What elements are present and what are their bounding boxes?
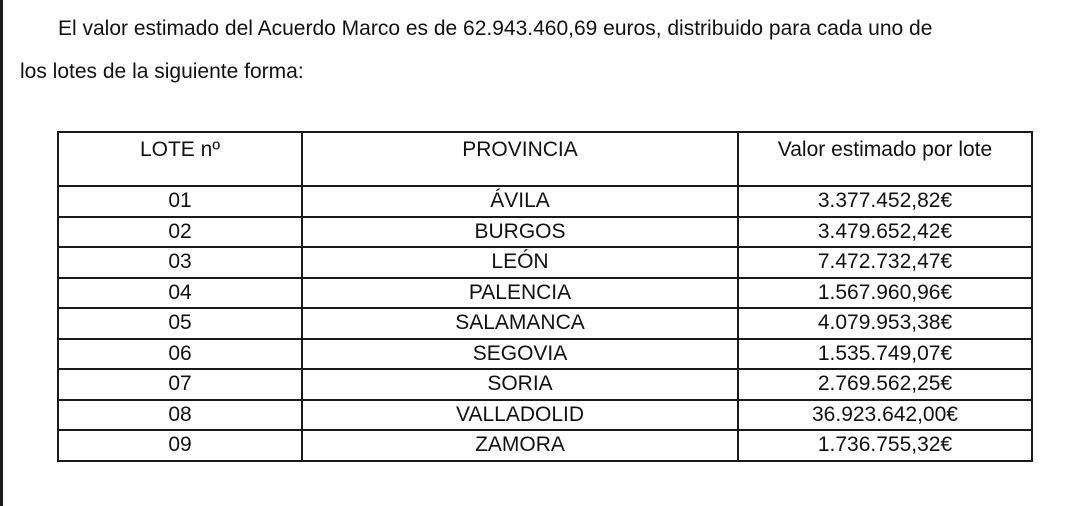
header-provincia: PROVINCIA <box>302 132 738 186</box>
table-row <box>58 186 1032 217</box>
cell-provincia: SALAMANCA <box>302 308 738 339</box>
table-row <box>58 339 1032 370</box>
cell-provincia: BURGOS <box>302 217 738 248</box>
cell-provincia: LEÓN <box>302 247 738 278</box>
table-row <box>58 217 1032 248</box>
intro-line-2: los lotes de la siguiente forma: <box>20 60 304 83</box>
cell-valor: 3.377.452,82€ <box>738 186 1032 217</box>
cell-valor: 1.736.755,32€ <box>738 430 1032 461</box>
cell-lote: 07 <box>58 369 302 400</box>
table-row <box>58 247 1032 278</box>
table-row <box>58 369 1032 400</box>
cell-provincia: ZAMORA <box>302 430 738 461</box>
cell-lote: 05 <box>58 308 302 339</box>
lots-table <box>57 131 1033 462</box>
cell-provincia: PALENCIA <box>302 278 738 309</box>
cell-lote: 06 <box>58 339 302 370</box>
cell-provincia: SORIA <box>302 369 738 400</box>
cell-lote: 08 <box>58 400 302 431</box>
table-row <box>58 430 1032 461</box>
page-edge-rule <box>0 0 3 506</box>
cell-valor: 1.535.749,07€ <box>738 339 1032 370</box>
header-lote: LOTE nº <box>58 132 302 186</box>
cell-lote: 04 <box>58 278 302 309</box>
table-row <box>58 278 1032 309</box>
cell-lote: 03 <box>58 247 302 278</box>
intro-paragraph <box>20 7 1070 93</box>
table-row <box>58 308 1032 339</box>
intro-line-1: El valor estimado del Acuerdo Marco es de 62.943.460,69 euros, distribuido para cada uno de <box>58 17 933 40</box>
cell-provincia: SEGOVIA <box>302 339 738 370</box>
cell-valor: 1.567.960,96€ <box>738 278 1032 309</box>
cell-lote: 01 <box>58 186 302 217</box>
cell-provincia: ÁVILA <box>302 186 738 217</box>
cell-provincia: VALLADOLID <box>302 400 738 431</box>
cell-valor: 4.079.953,38€ <box>738 308 1032 339</box>
cell-lote: 02 <box>58 217 302 248</box>
cell-valor: 2.769.562,25€ <box>738 369 1032 400</box>
cell-valor: 7.472.732,47€ <box>738 247 1032 278</box>
table-row <box>58 400 1032 431</box>
cell-lote: 09 <box>58 430 302 461</box>
header-valor: Valor estimado por lote <box>738 132 1032 186</box>
table-header-row <box>58 132 1032 186</box>
cell-valor: 36.923.642,00€ <box>738 400 1032 431</box>
cell-valor: 3.479.652,42€ <box>738 217 1032 248</box>
